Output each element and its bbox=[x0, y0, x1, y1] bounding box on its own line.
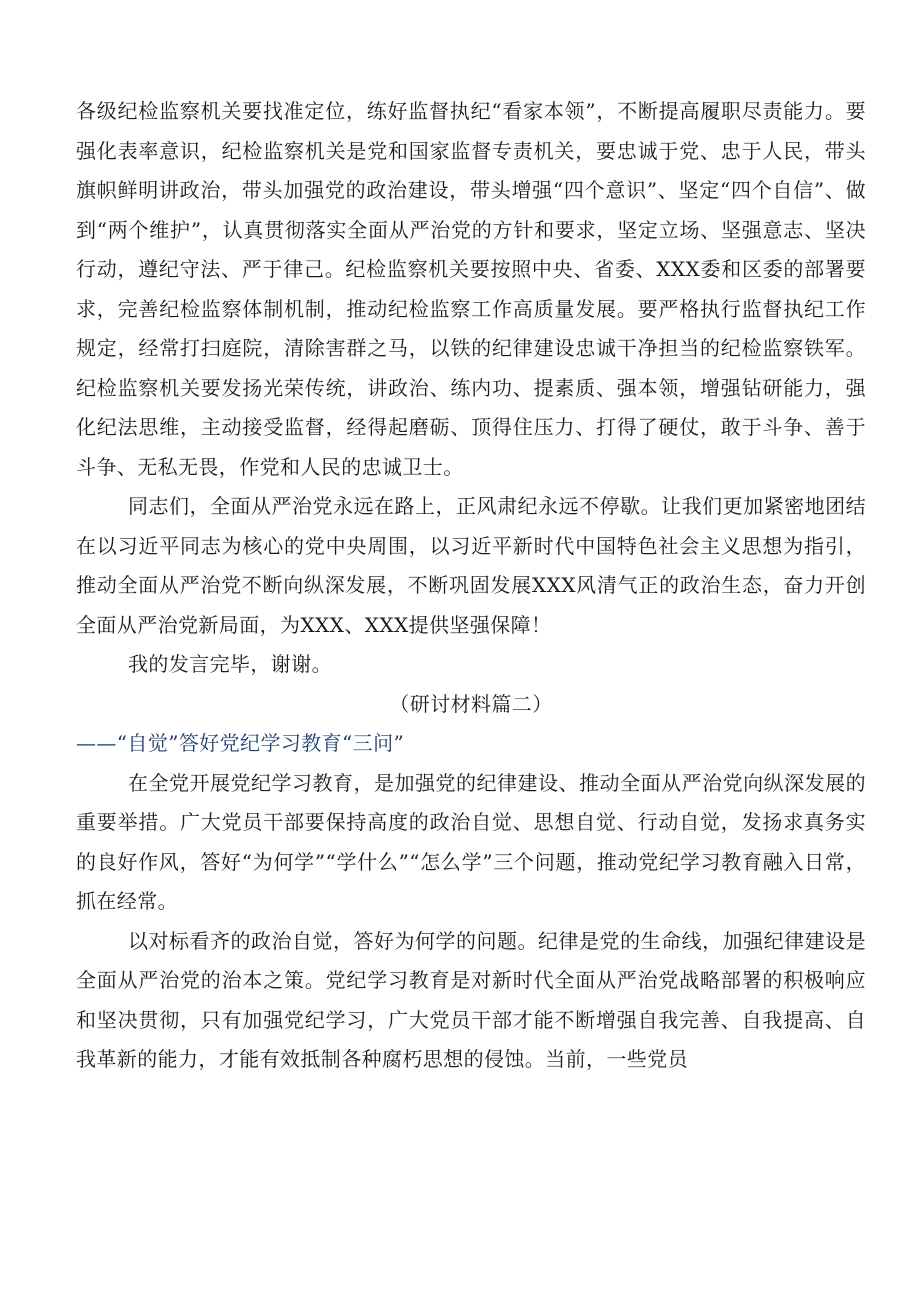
body-paragraph: 各级纪检监察机关要找准定位，练好监督执纪“看家本领”，不断提高履职尽责能力。要强化表率意识，纪检监察机关是党和国家监督专责机关，要忠诚于党、忠于人民，带头旗帜鲜明讲政治，带头加强党的政治建设，带头增强“四个意识”、坚定“四个自信”、做到“两个维护”，认真贯彻落实全面从严治党的方针和要求，坚定立场、坚强意志、坚决行动，遵纪守法、严于律己。纪检监察机关要按照中央、省委、XXX委和区委的部署要求，完善纪检监察体制机制，推动纪检监察工作高质量发展。要严格执行监督执纪工作规定，经常打扫庭院，清除害群之马，以铁的纪律建设忠诚干净担当的纪检监察铁军。纪检监察机关要发扬光荣传统，讲政治、练内功、提素质、强本领，增强钻研能力，强化纪法思维，主动接受监督，经得起磨砺、顶得住压力、打得了硬仗，敢于斗争、善于斗争、无私无畏，作党和人民的忠诚卫士。 bbox=[76, 99, 866, 479]
section-heading: （研讨材料篇二） bbox=[389, 691, 553, 716]
closing-remark: 我的发言完毕，谢谢。 bbox=[128, 652, 332, 676]
section-subtitle: ——“自觉”答好党纪学习教育“三问” bbox=[76, 731, 405, 755]
body-paragraph: 以对标看齐的政治自觉，答好为何学的问题。纪律是党的生命线，加强纪律建设是全面从严治党的治本之策。党纪学习教育是对新时代全面从严治党战略部署的积极响应和坚决贯彻，只有加强党纪学习，广大党员干部才能不断增强自我完善、自我提高、自我革新的能力，才能有效抵制各种腐朽思想的侵蚀。当前，一些党员 bbox=[76, 928, 866, 1071]
body-paragraph: 同志们，全面从严治党永远在路上，正风肃纪永远不停歇。让我们更加紧密地团结在以习近平同志为核心的党中央周围，以习近平新时代中国特色社会主义思想为指引，推动全面从严治党不断向纵深发展，不断巩固发展XXX风清气正的政治生态，奋力开创全面从严治党新局面，为XXX、XXX提供坚强保障！ bbox=[76, 494, 866, 637]
document-page bbox=[76, 92, 866, 1080]
body-paragraph: 在全党开展党纪学习教育，是加强党的纪律建设、推动全面从严治党向纵深发展的重要举措。广大党员干部要保持高度的政治自觉、思想自觉、行动自觉，发扬求真务实的良好作风，答好“为何学”“学什么”“怎么学”三个问题，推动党纪学习教育融入日常，抓在经常。 bbox=[76, 770, 866, 913]
